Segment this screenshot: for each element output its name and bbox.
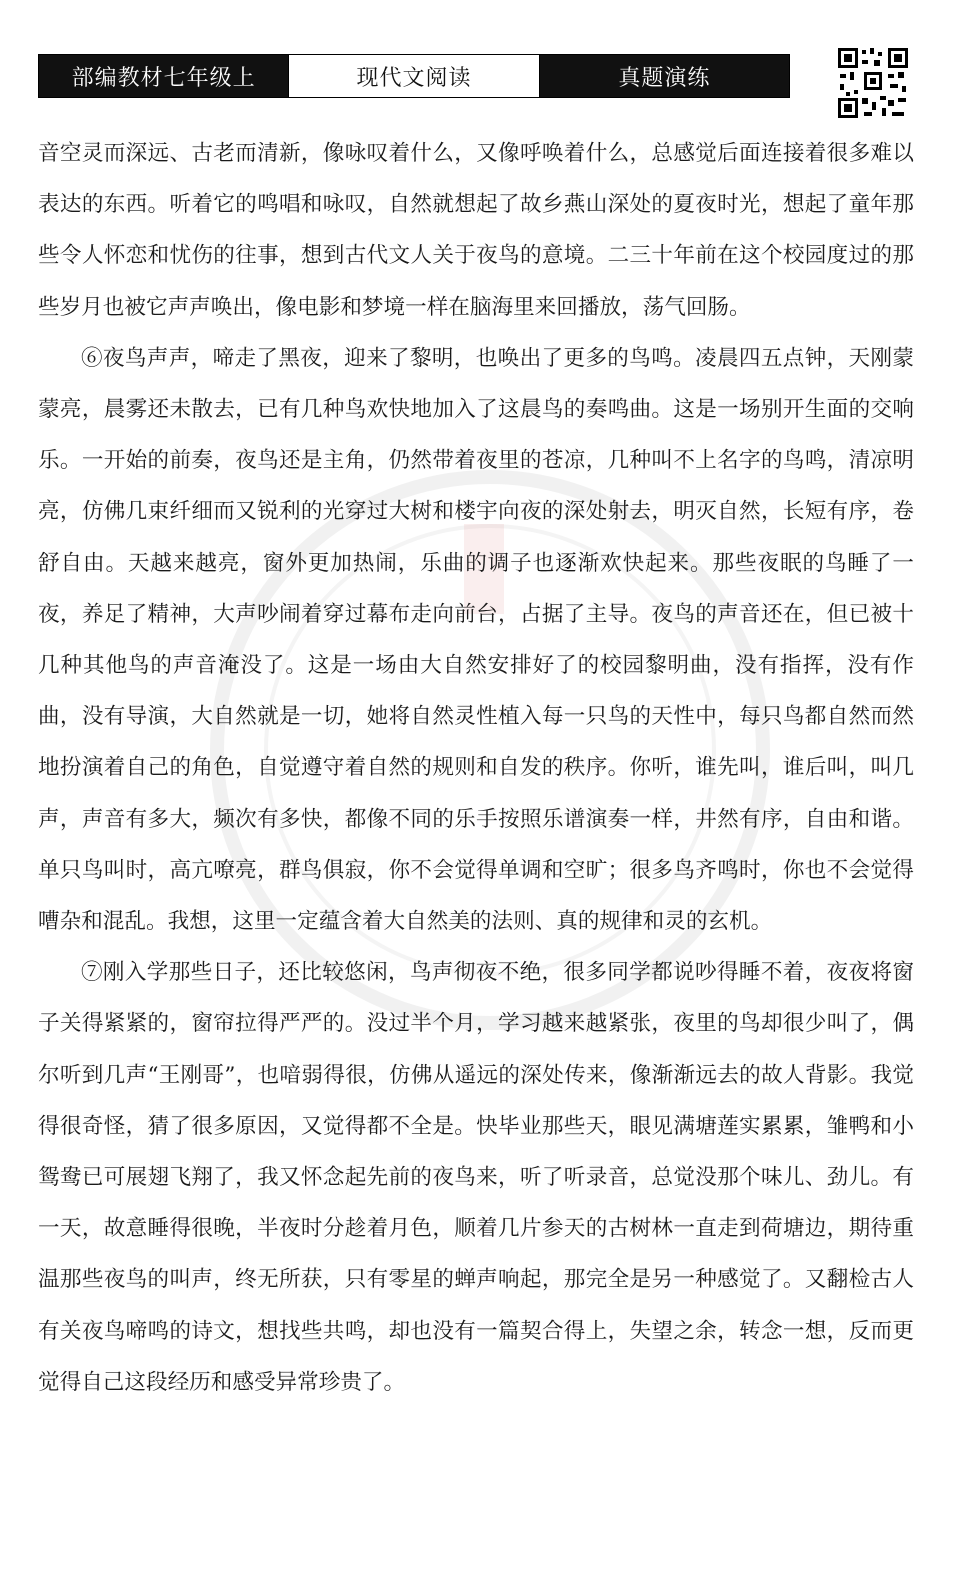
page-header: [38, 54, 790, 98]
paragraph-7: ⑦刚入学那些日子，还比较悠闲，鸟声彻夜不绝，很多同学都说吵得睡不着，夜夜将窗子关得紧紧的，窗帘拉得严严的。没过半个月，学习越来越紧张，夜里的鸟却很少叫了，偶尔听到几声“王刚哥”，也喑弱得很，仿佛从遥远的深处传来，像渐渐远去的故人背影。我觉得很奇怪，猜了很多原因，又觉得都不全是。快毕业那些天，眼见满塘莲实累累，雏鸭和小鸳鸯已可展翅飞翔了，我又怀念起先前的夜鸟来，听了听录音，总觉没那个味儿、劲儿。有一天，故意睡得很晚，半夜时分趁着月色，顺着几片参天的古树林一直走到荷塘边，期待重温那些夜鸟的叫声，终无所获，只有零星的蝉声响起，那完全是另一种感觉了。又翻检古人有关夜鸟啼鸣的诗文，想找些共鸣，却也没有一篇契合得上，失望之余，转念一想，反而更觉得自己这段经历和感受异常珍贵了。: [38, 960, 914, 1395]
paragraph-continued: 音空灵而深远、古老而清新，像咏叹着什么，又像呼唤着什么，总感觉后面连接着很多难以表达的东西。听着它的鸣唱和咏叹，自然就想起了故乡燕山深处的夏夜时光，想起了童年那些令人怀恋和忧伤的往事，想到古代文人关于夜鸟的意境。二三十年前在这个校园度过的那些岁月也被它声声唤出，像电影和梦境一样在脑海里来回播放，荡气回肠。: [38, 141, 914, 320]
header-section-label: 现代文阅读: [288, 55, 539, 97]
qr-code-icon: [836, 46, 910, 120]
paragraph-6: ⑥夜鸟声声，啼走了黑夜，迎来了黎明，也唤出了更多的鸟鸣。凌晨四五点钟，天刚蒙蒙亮，晨雾还未散去，已有几种鸟欢快地加入了这晨鸟的奏鸣曲。这是一场别开生面的交响乐。一开始的前奏，夜鸟还是主角，仍然带着夜里的苍凉，几种叫不上名字的鸟鸣，清凉明亮，仿佛几束纤细而又锐利的光穿过大树和楼宇向夜的深处射去，明灭自然，长短有序，卷舒自由。天越来越亮，窗外更加热闹，乐曲的调子也逐渐欢快起来。那些夜眠的鸟睡了一夜，养足了精神，大声吵闹着穿过幕布走向前台，占据了主导。夜鸟的声音还在，但已被十几种其他鸟的声音淹没了。这是一场由大自然安排好了的校园黎明曲，没有指挥，没有作曲，没有导演，大自然就是一切，她将自然灵性植入每一只鸟的天性中，每只鸟都自然而然地扮演着自己的角色，自觉遵守着自然的规则和自发的秩序。你听，谁先叫，谁后叫，叫几声，声音有多大，频次有多快，都像不同的乐手按照乐谱演奏一样，井然有序，自由和谐。单只鸟叫时，高亢嘹亮，群鸟俱寂，你不会觉得单调和空旷；很多鸟齐鸣时，你也不会觉得嘈杂和混乱。我想，这里一定蕴含着大自然美的法则、真的规律和灵的玄机。: [38, 345, 914, 935]
header-practice-label: 真题演练: [540, 55, 789, 97]
header-grade-label: 部编教材七年级上: [39, 55, 288, 97]
article-body: [38, 128, 914, 1408]
